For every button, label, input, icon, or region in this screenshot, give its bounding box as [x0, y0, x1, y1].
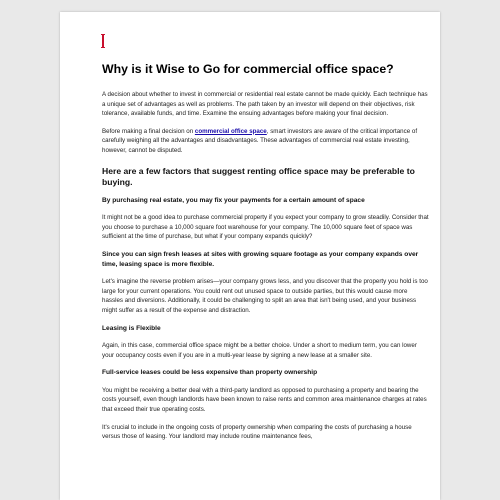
section-body-leasing-flexible: Again, in this case, commercial office space might be a better choice. Under a short to medium term, you can lower your occupancy costs even if you are in a multi-year lease by signing a new lease at a smaller site. — [102, 342, 417, 359]
commercial-office-space-link[interactable]: commercial office space — [194, 127, 267, 135]
article-title: Why is it Wise to Go for commercial office space? — [102, 62, 394, 76]
decision-text-before: Before making a final decision on — [102, 127, 195, 135]
section-heading-leasing-flexible: Leasing is Flexible — [102, 324, 161, 332]
decision-text-after: , smart investors are aware of the critical importance of carefully weighing all the advantages and disadvantages. These advantages of commercial real estate investing, however, cannot be disputed. — [102, 127, 418, 154]
section-heading-fix-payments: By purchasing real estate, you may fix your payments for a certain amount of space — [102, 196, 365, 204]
intro-paragraph: A decision about whether to invest in commercial or residential real estate cannot be made quickly. Each technique has a unique set of advantages as well as problems. The path taken by an investor will depend on their objectives, risk tolerance, available funds, and time. Examine the ensuing advantages before making your final decision. — [102, 91, 428, 118]
section-body-full-service: You might be receiving a better deal with a third-party landlord as opposed to purchasing a property and bearing the costs yourself, even though landlords have been known to raise rents and common area maintenance charges at rates that exceed their true operating costs. — [102, 386, 427, 414]
brand-logo-icon — [102, 34, 104, 48]
section-heading-full-service: Full-service leases could be less expensive than property ownership — [102, 369, 318, 377]
article-body — [102, 62, 430, 450]
factors-heading: Here are a few factors that suggest renting office space may be preferable to buying. — [102, 165, 415, 187]
section-heading-fresh-leases: Since you can sign fresh leases at sites with growing square footage as your company expands over time, leasing space is more flexible. — [102, 250, 419, 268]
decision-paragraph — [102, 127, 430, 156]
section-body-fresh-leases: Let's imagine the reverse problem arises—your company grows less, and you discover that the property you hold is too large for your current operations. You could rent out unused space to outside parties, but this would cause more hassles and diversions. Additionally, it could be challenging to split an area that isn't being used, and your business might suffer as a result of the expense and distraction. — [102, 278, 428, 314]
document-page — [60, 12, 440, 500]
section-body-fix-payments: It might not be a good idea to purchase commercial property if you expect your company to grow steadily. Consider that you choose to purchase a 10,000 square foot warehouse for your company. The 10,000 square feet of space was sufficient at the time of purchase, but what if your company expands quickly? — [102, 214, 429, 241]
section-body-ongoing-costs: It's crucial to include in the ongoing costs of property ownership when comparing the costs of purchasing a house versus those of leasing. Your landlord may include routine maintenance fees, — [102, 423, 412, 441]
